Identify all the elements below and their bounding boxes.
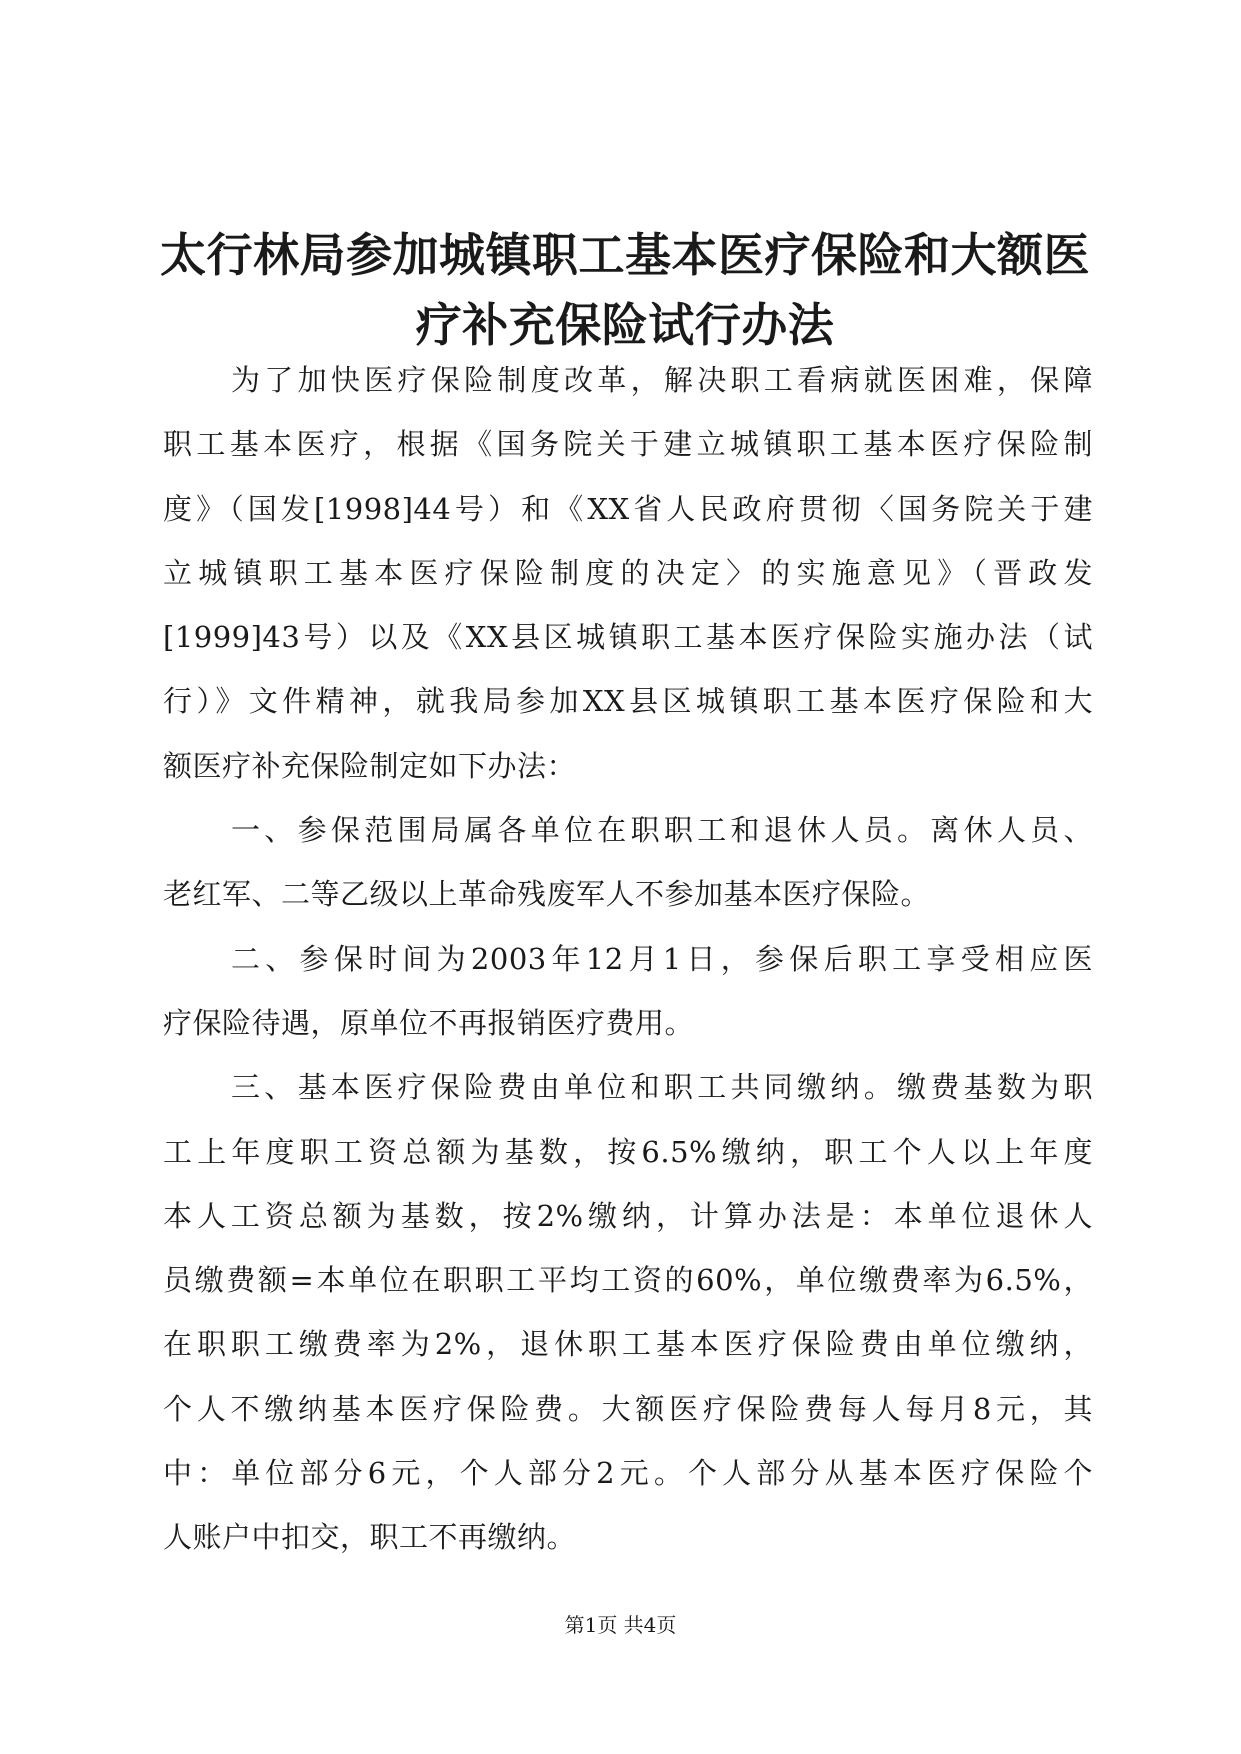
body-line: 立城镇职工基本医疗保险制度的决定〉的实施意见》（晋政发	[163, 555, 1093, 590]
body-line: 个人不缴纳基本医疗保险费。大额医疗保险费每人每月8元，其	[163, 1391, 1093, 1426]
body-line: 为了加快医疗保险制度改革，解决职工看病就医困难，保障	[231, 363, 1093, 397]
body-line: 人账户中扣交，职工不再缴纳。	[163, 1520, 577, 1555]
body-line: 职工基本医疗，根据《国务院关于建立城镇职工基本医疗保险制	[163, 427, 1093, 462]
body-line: 中：单位部分6元，个人部分2元。个人部分从基本医疗保险个	[163, 1456, 1093, 1491]
body-line: 一、参保范围局属各单位在职职工和退休人员。离休人员、	[231, 813, 1093, 848]
title-line-2: 疗补充保险试行办法	[415, 298, 835, 352]
body-line: [1999]43号）以及《XX县区城镇职工基本医疗保险实施办法（试	[163, 620, 1093, 655]
document-title	[160, 220, 1090, 360]
document-body	[163, 348, 1093, 1570]
body-line: 本人工资总额为基数，按2%缴纳，计算办法是：本单位退休人	[163, 1198, 1093, 1233]
body-line: 员缴费额=本单位在职职工平均工资的60%，单位缴费率为6.5%，	[163, 1263, 1093, 1298]
body-line: 二、参保时间为2003年12月1日，参保后职工享受相应医	[231, 941, 1093, 976]
body-line: 在职职工缴费率为2%，退休职工基本医疗保险费由单位缴纳，	[163, 1327, 1093, 1362]
body-line: 行）》文件精神，就我局参加XX县区城镇职工基本医疗保险和大	[163, 684, 1093, 719]
body-line: 三、基本医疗保险费由单位和职工共同缴纳。缴费基数为职	[231, 1070, 1093, 1105]
body-line: 老红军、二等乙级以上革命残废军人不参加基本医疗保险。	[163, 877, 931, 912]
page-footer: 第1页 共4页	[564, 1613, 677, 1637]
body-line: 工上年度职工资总额为基数，按6.5%缴纳，职工个人以上年度	[163, 1134, 1093, 1169]
title-line-1: 太行林局参加城镇职工基本医疗保险和大额医	[160, 228, 1090, 282]
body-line: 疗保险待遇，原单位不再报销医疗费用。	[163, 1005, 695, 1040]
body-line: 额医疗补充保险制定如下办法：	[163, 748, 577, 783]
body-line: 度》（国发[1998]44号）和《XX省人民政府贯彻〈国务院关于建	[163, 491, 1093, 526]
